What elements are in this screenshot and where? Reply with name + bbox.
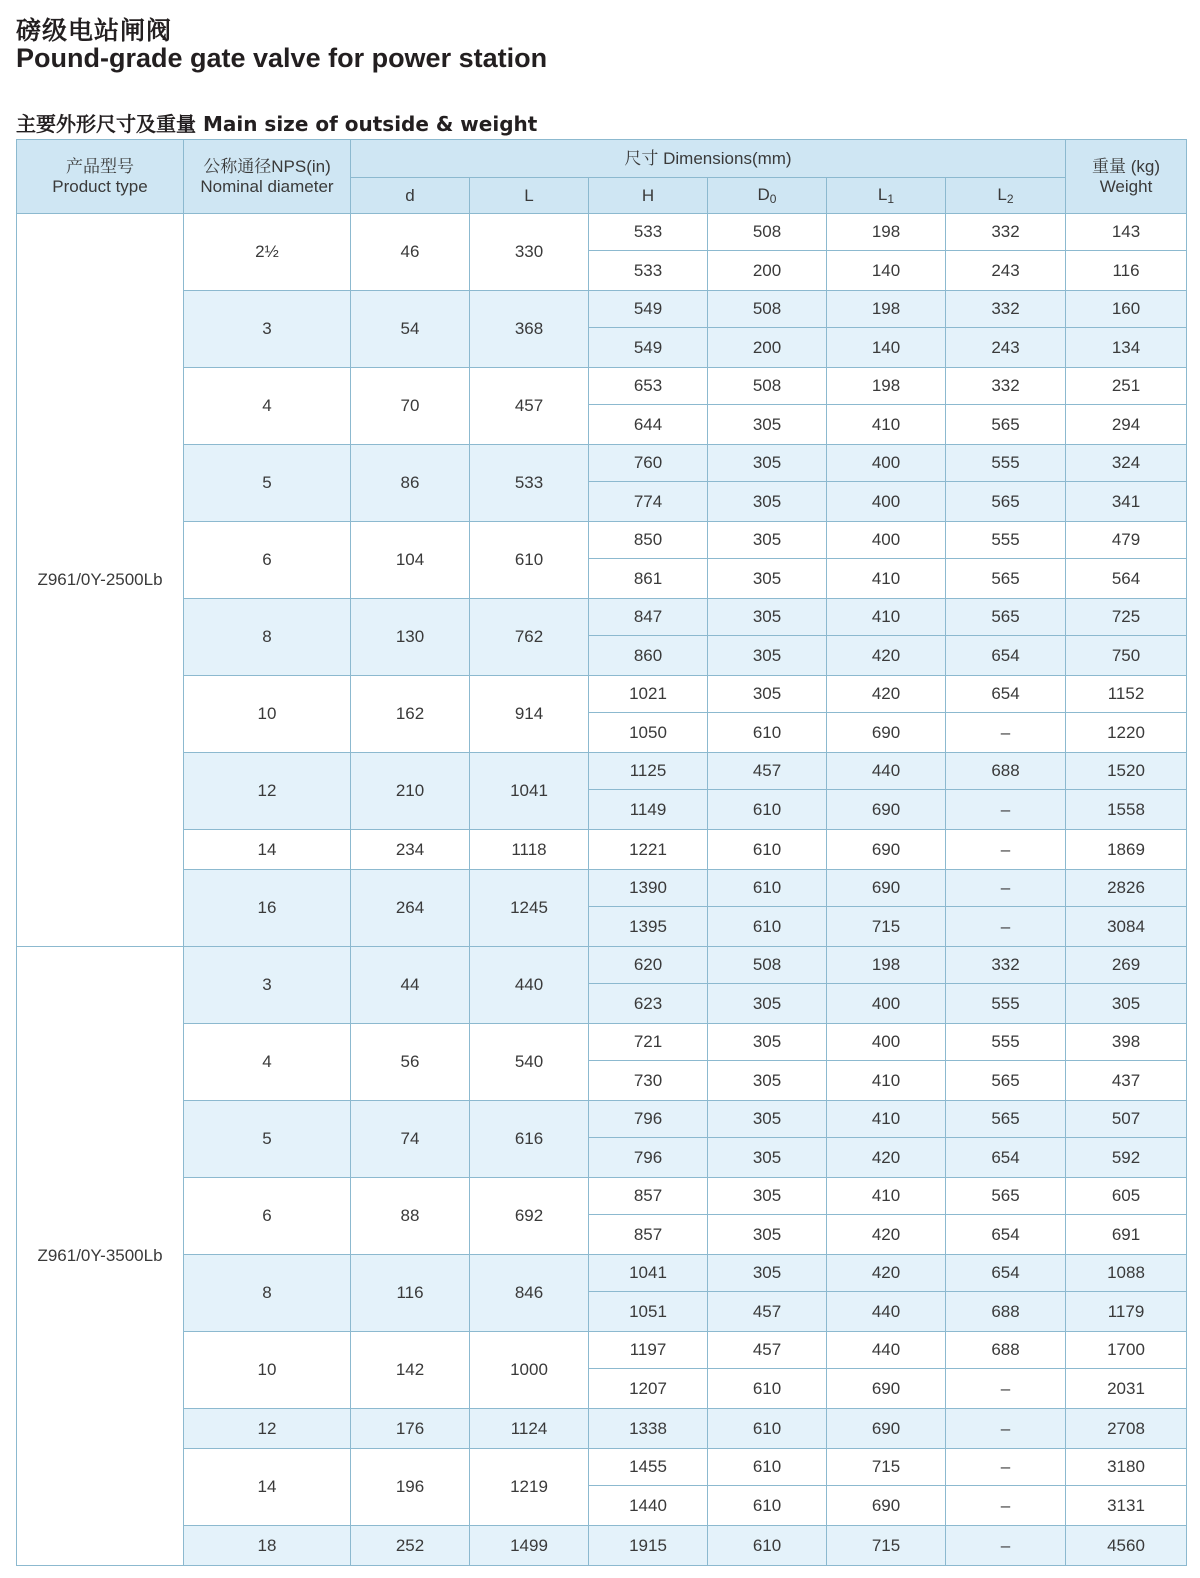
L1-cell: 420 [827, 636, 946, 676]
L-cell: 1245 [470, 870, 589, 947]
L-cell: 1118 [470, 830, 589, 870]
d-cell: 210 [351, 753, 470, 830]
nps-cell: 12 [184, 1409, 351, 1449]
d-cell: 46 [351, 214, 470, 291]
d-cell: 56 [351, 1024, 470, 1101]
header-col-L2-sub: 2 [1006, 192, 1014, 206]
header-weight-en: Weight [1099, 176, 1153, 196]
nps-cell: 18 [184, 1526, 351, 1566]
d-cell: 74 [351, 1101, 470, 1178]
weight-cell: 3180 [1066, 1449, 1187, 1486]
H-cell: 796 [589, 1101, 708, 1138]
table-row [17, 1024, 1187, 1061]
L1-cell: 410 [827, 1178, 946, 1215]
H-cell: 774 [589, 482, 708, 522]
L-cell: 440 [470, 947, 589, 1024]
L1-cell: 400 [827, 482, 946, 522]
L1-cell: 440 [827, 753, 946, 790]
L2-cell: 243 [946, 328, 1066, 368]
table-row [17, 1332, 1187, 1369]
weight-cell: 1869 [1066, 830, 1187, 870]
L2-cell: 565 [946, 482, 1066, 522]
table-row [17, 947, 1187, 984]
table-row [17, 214, 1187, 251]
nps-cell: 10 [184, 676, 351, 753]
L1-cell: 410 [827, 599, 946, 636]
L2-cell: 332 [946, 947, 1066, 984]
L2-cell: 565 [946, 599, 1066, 636]
d-cell: 130 [351, 599, 470, 676]
L-cell: 616 [470, 1101, 589, 1178]
product-type-cell: Z961/0Y-3500Lb [17, 947, 184, 1566]
nps-cell: 4 [184, 1024, 351, 1101]
L2-cell: 654 [946, 1215, 1066, 1255]
weight-cell: 116 [1066, 251, 1187, 291]
d-cell: 142 [351, 1332, 470, 1409]
header-col-L: L [470, 178, 589, 214]
H-cell: 796 [589, 1138, 708, 1178]
H-cell: 1390 [589, 870, 708, 907]
table-row [17, 1409, 1187, 1449]
D0-cell: 610 [708, 830, 827, 870]
L1-cell: 410 [827, 1061, 946, 1101]
spec-table [16, 139, 1187, 1566]
L-cell: 846 [470, 1255, 589, 1332]
nps-cell: 4 [184, 368, 351, 445]
H-cell: 1197 [589, 1332, 708, 1369]
L1-cell: 140 [827, 328, 946, 368]
L-cell: 330 [470, 214, 589, 291]
d-cell: 264 [351, 870, 470, 947]
L1-cell: 690 [827, 1409, 946, 1449]
L-cell: 1000 [470, 1332, 589, 1409]
L-cell: 368 [470, 291, 589, 368]
D0-cell: 610 [708, 790, 827, 830]
weight-cell: 592 [1066, 1138, 1187, 1178]
nps-cell: 3 [184, 947, 351, 1024]
H-cell: 620 [589, 947, 708, 984]
header-product-type [17, 140, 184, 214]
D0-cell: 305 [708, 405, 827, 445]
H-cell: 850 [589, 522, 708, 559]
L-cell: 533 [470, 445, 589, 522]
table-row [17, 870, 1187, 907]
weight-cell: 479 [1066, 522, 1187, 559]
L2-cell: 565 [946, 1178, 1066, 1215]
H-cell: 533 [589, 251, 708, 291]
L1-cell: 420 [827, 1255, 946, 1292]
D0-cell: 305 [708, 482, 827, 522]
header-col-H: H [589, 178, 708, 214]
L1-cell: 198 [827, 291, 946, 328]
L-cell: 1219 [470, 1449, 589, 1526]
table-row [17, 1101, 1187, 1138]
L2-cell: 565 [946, 1061, 1066, 1101]
d-cell: 196 [351, 1449, 470, 1526]
d-cell: 88 [351, 1178, 470, 1255]
d-cell: 104 [351, 522, 470, 599]
L-cell: 1124 [470, 1409, 589, 1449]
L2-cell: 555 [946, 1024, 1066, 1061]
nps-cell: 16 [184, 870, 351, 947]
d-cell: 234 [351, 830, 470, 870]
H-cell: 1149 [589, 790, 708, 830]
weight-cell: 725 [1066, 599, 1187, 636]
L2-cell: – [946, 1449, 1066, 1486]
L1-cell: 690 [827, 713, 946, 753]
nps-cell: 6 [184, 522, 351, 599]
L1-cell: 715 [827, 1526, 946, 1566]
L1-cell: 690 [827, 790, 946, 830]
nps-cell: 8 [184, 1255, 351, 1332]
weight-cell: 160 [1066, 291, 1187, 328]
D0-cell: 305 [708, 599, 827, 636]
weight-cell: 2708 [1066, 1409, 1187, 1449]
L2-cell: 654 [946, 1255, 1066, 1292]
H-cell: 857 [589, 1215, 708, 1255]
weight-cell: 437 [1066, 1061, 1187, 1101]
nps-cell: 5 [184, 1101, 351, 1178]
header-nominal [184, 140, 351, 214]
weight-cell: 3131 [1066, 1486, 1187, 1526]
L-cell: 914 [470, 676, 589, 753]
L2-cell: – [946, 830, 1066, 870]
page-title-en: Pound-grade gate valve for power station [16, 43, 548, 73]
L2-cell: – [946, 713, 1066, 753]
H-cell: 1455 [589, 1449, 708, 1486]
page-title-cn: 磅级电站闸阀 [16, 16, 173, 45]
H-cell: 653 [589, 368, 708, 405]
nps-cell: 2½ [184, 214, 351, 291]
nps-cell: 14 [184, 830, 351, 870]
weight-cell: 2826 [1066, 870, 1187, 907]
L1-cell: 198 [827, 214, 946, 251]
D0-cell: 508 [708, 214, 827, 251]
header-nominal-cn: 公称通径NPS(in) [203, 156, 331, 176]
weight-cell: 1700 [1066, 1332, 1187, 1369]
d-cell: 116 [351, 1255, 470, 1332]
L2-cell: 654 [946, 1138, 1066, 1178]
D0-cell: 610 [708, 870, 827, 907]
L1-cell: 690 [827, 830, 946, 870]
nps-cell: 5 [184, 445, 351, 522]
weight-cell: 750 [1066, 636, 1187, 676]
header-col-D0-sub: 0 [769, 192, 777, 206]
spec-table-body [17, 214, 1187, 1566]
nps-cell: 3 [184, 291, 351, 368]
D0-cell: 610 [708, 713, 827, 753]
weight-cell: 1558 [1066, 790, 1187, 830]
L1-cell: 690 [827, 870, 946, 907]
weight-cell: 4560 [1066, 1526, 1187, 1566]
table-row [17, 599, 1187, 636]
table-row [17, 830, 1187, 870]
H-cell: 1915 [589, 1526, 708, 1566]
table-subtitle: 主要外形尺寸及重量 Main size of outside & weight [16, 112, 538, 136]
L1-cell: 420 [827, 1215, 946, 1255]
D0-cell: 305 [708, 676, 827, 713]
header-col-L1-base: L [877, 185, 888, 204]
weight-cell: 398 [1066, 1024, 1187, 1061]
L2-cell: – [946, 870, 1066, 907]
H-cell: 721 [589, 1024, 708, 1061]
H-cell: 1207 [589, 1369, 708, 1409]
header-dimensions: 尺寸 Dimensions(mm) [351, 140, 1066, 178]
H-cell: 1041 [589, 1255, 708, 1292]
weight-cell: 251 [1066, 368, 1187, 405]
L2-cell: – [946, 907, 1066, 947]
L2-cell: 688 [946, 1332, 1066, 1369]
d-cell: 86 [351, 445, 470, 522]
L-cell: 762 [470, 599, 589, 676]
nps-cell: 10 [184, 1332, 351, 1409]
L1-cell: 715 [827, 907, 946, 947]
D0-cell: 305 [708, 1101, 827, 1138]
L1-cell: 400 [827, 445, 946, 482]
weight-cell: 1220 [1066, 713, 1187, 753]
table-row [17, 445, 1187, 482]
nps-cell: 6 [184, 1178, 351, 1255]
H-cell: 623 [589, 984, 708, 1024]
H-cell: 860 [589, 636, 708, 676]
L2-cell: 332 [946, 368, 1066, 405]
H-cell: 549 [589, 291, 708, 328]
L2-cell: 565 [946, 559, 1066, 599]
L1-cell: 140 [827, 251, 946, 291]
L1-cell: 400 [827, 1024, 946, 1061]
L-cell: 457 [470, 368, 589, 445]
weight-cell: 305 [1066, 984, 1187, 1024]
L2-cell: 654 [946, 676, 1066, 713]
L1-cell: 715 [827, 1449, 946, 1486]
H-cell: 1221 [589, 830, 708, 870]
weight-cell: 1088 [1066, 1255, 1187, 1292]
table-row [17, 1178, 1187, 1215]
L1-cell: 400 [827, 984, 946, 1024]
D0-cell: 305 [708, 522, 827, 559]
d-cell: 176 [351, 1409, 470, 1449]
D0-cell: 305 [708, 1215, 827, 1255]
d-cell: 54 [351, 291, 470, 368]
table-row [17, 368, 1187, 405]
weight-cell: 134 [1066, 328, 1187, 368]
weight-cell: 341 [1066, 482, 1187, 522]
weight-cell: 1520 [1066, 753, 1187, 790]
H-cell: 1021 [589, 676, 708, 713]
D0-cell: 305 [708, 984, 827, 1024]
weight-cell: 324 [1066, 445, 1187, 482]
L1-cell: 420 [827, 676, 946, 713]
L2-cell: 332 [946, 214, 1066, 251]
H-cell: 549 [589, 328, 708, 368]
L2-cell: 654 [946, 636, 1066, 676]
header-product-type-en: Product type [52, 176, 148, 196]
weight-cell: 1179 [1066, 1292, 1187, 1332]
header-col-D0 [708, 178, 827, 214]
weight-cell: 564 [1066, 559, 1187, 599]
D0-cell: 610 [708, 1526, 827, 1566]
D0-cell: 305 [708, 559, 827, 599]
header-product-type-cn: 产品型号 [66, 156, 134, 176]
weight-cell: 294 [1066, 405, 1187, 445]
D0-cell: 508 [708, 368, 827, 405]
L-cell: 692 [470, 1178, 589, 1255]
H-cell: 1395 [589, 907, 708, 947]
H-cell: 533 [589, 214, 708, 251]
D0-cell: 305 [708, 445, 827, 482]
L2-cell: 243 [946, 251, 1066, 291]
d-cell: 70 [351, 368, 470, 445]
header-weight [1066, 140, 1187, 214]
weight-cell: 3084 [1066, 907, 1187, 947]
D0-cell: 305 [708, 1255, 827, 1292]
H-cell: 1440 [589, 1486, 708, 1526]
header-weight-cn: 重量 (kg) [1092, 156, 1160, 176]
table-row [17, 522, 1187, 559]
weight-cell: 269 [1066, 947, 1187, 984]
nps-cell: 14 [184, 1449, 351, 1526]
header-col-d: d [351, 178, 470, 214]
L-cell: 1041 [470, 753, 589, 830]
L1-cell: 690 [827, 1369, 946, 1409]
D0-cell: 457 [708, 753, 827, 790]
L1-cell: 440 [827, 1292, 946, 1332]
D0-cell: 457 [708, 1332, 827, 1369]
table-row [17, 291, 1187, 328]
L2-cell: – [946, 1486, 1066, 1526]
L1-cell: 420 [827, 1138, 946, 1178]
L1-cell: 410 [827, 1101, 946, 1138]
L-cell: 1499 [470, 1526, 589, 1566]
D0-cell: 610 [708, 907, 827, 947]
L2-cell: – [946, 1409, 1066, 1449]
L1-cell: 198 [827, 947, 946, 984]
D0-cell: 200 [708, 328, 827, 368]
H-cell: 847 [589, 599, 708, 636]
D0-cell: 305 [708, 1138, 827, 1178]
table-row [17, 676, 1187, 713]
D0-cell: 305 [708, 1061, 827, 1101]
d-cell: 252 [351, 1526, 470, 1566]
nps-cell: 8 [184, 599, 351, 676]
H-cell: 644 [589, 405, 708, 445]
D0-cell: 508 [708, 947, 827, 984]
header-col-L1 [827, 178, 946, 214]
header-col-L1-sub: 1 [887, 192, 895, 206]
weight-cell: 2031 [1066, 1369, 1187, 1409]
D0-cell: 610 [708, 1369, 827, 1409]
d-cell: 162 [351, 676, 470, 753]
L2-cell: 688 [946, 1292, 1066, 1332]
D0-cell: 610 [708, 1409, 827, 1449]
table-row [17, 1255, 1187, 1292]
table-row [17, 1526, 1187, 1566]
L2-cell: 688 [946, 753, 1066, 790]
H-cell: 730 [589, 1061, 708, 1101]
D0-cell: 610 [708, 1449, 827, 1486]
header-nominal-en: Nominal diameter [200, 176, 334, 196]
H-cell: 1338 [589, 1409, 708, 1449]
H-cell: 857 [589, 1178, 708, 1215]
D0-cell: 305 [708, 1024, 827, 1061]
H-cell: 861 [589, 559, 708, 599]
H-cell: 760 [589, 445, 708, 482]
header-col-L2 [946, 178, 1066, 214]
product-type-cell: Z961/0Y-2500Lb [17, 214, 184, 947]
L2-cell: – [946, 790, 1066, 830]
L1-cell: 690 [827, 1486, 946, 1526]
L-cell: 540 [470, 1024, 589, 1101]
L2-cell: – [946, 1369, 1066, 1409]
D0-cell: 508 [708, 291, 827, 328]
L2-cell: 555 [946, 522, 1066, 559]
header-col-L2-base: L [997, 185, 1007, 204]
weight-cell: 605 [1066, 1178, 1187, 1215]
L1-cell: 410 [827, 405, 946, 445]
weight-cell: 1152 [1066, 676, 1187, 713]
L2-cell: 555 [946, 445, 1066, 482]
H-cell: 1125 [589, 753, 708, 790]
table-row [17, 753, 1187, 790]
L2-cell: 565 [946, 405, 1066, 445]
D0-cell: 305 [708, 636, 827, 676]
L2-cell: 332 [946, 291, 1066, 328]
weight-cell: 507 [1066, 1101, 1187, 1138]
D0-cell: 610 [708, 1486, 827, 1526]
table-row [17, 1449, 1187, 1486]
header-col-D0-base: D [757, 185, 770, 204]
L-cell: 610 [470, 522, 589, 599]
weight-cell: 691 [1066, 1215, 1187, 1255]
D0-cell: 305 [708, 1178, 827, 1215]
L1-cell: 198 [827, 368, 946, 405]
weight-cell: 143 [1066, 214, 1187, 251]
D0-cell: 457 [708, 1292, 827, 1332]
D0-cell: 200 [708, 251, 827, 291]
d-cell: 44 [351, 947, 470, 1024]
H-cell: 1050 [589, 713, 708, 753]
nps-cell: 12 [184, 753, 351, 830]
L2-cell: 565 [946, 1101, 1066, 1138]
L1-cell: 400 [827, 522, 946, 559]
H-cell: 1051 [589, 1292, 708, 1332]
L1-cell: 440 [827, 1332, 946, 1369]
L1-cell: 410 [827, 559, 946, 599]
L2-cell: 555 [946, 984, 1066, 1024]
L2-cell: – [946, 1526, 1066, 1566]
